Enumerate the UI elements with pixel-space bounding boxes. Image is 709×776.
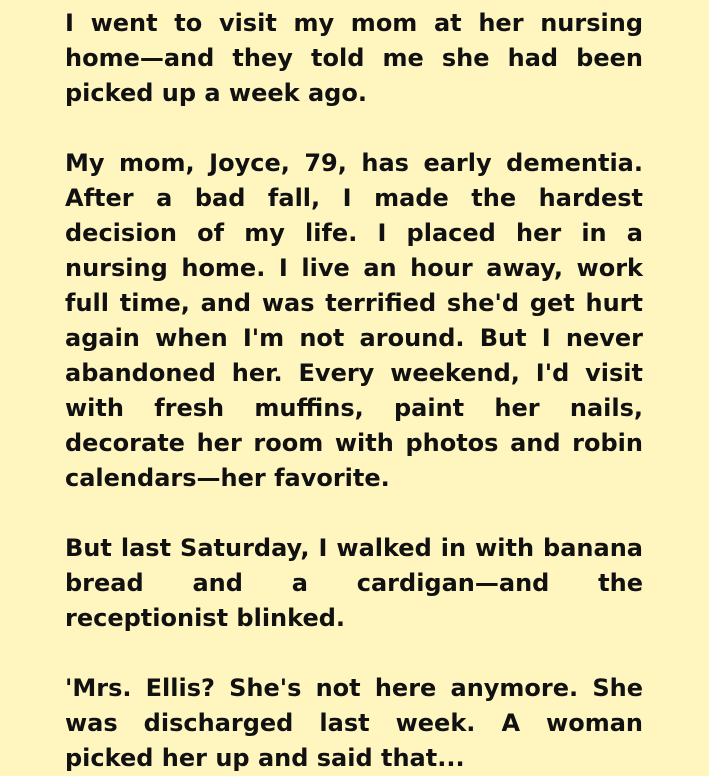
story-paragraph-2: My mom, Joyce, 79, has early dementia. After a bad fall, I made the hardest decision of my life. I placed her in a nursing home. I live an hour away, work full time, and was terrified she'd get hurt again when I'm not around. But I never abandoned her. Every weekend, I'd visit with fresh muffins, paint her nails, decorate her room with photos and robin calendars—her favorite.	[65, 149, 643, 492]
story-paragraph-1: I went to visit my mom at her nursing home—and they told me she had been picked up a week ago.	[65, 9, 643, 107]
story-paragraph-4: 'Mrs. Ellis? She's not here anymore. She was discharged last week. A woman picked her up and said that...	[65, 674, 643, 772]
story-paragraph-3: But last Saturday, I walked in with banana bread and a cardigan—and the receptionist blinked.	[65, 534, 643, 632]
